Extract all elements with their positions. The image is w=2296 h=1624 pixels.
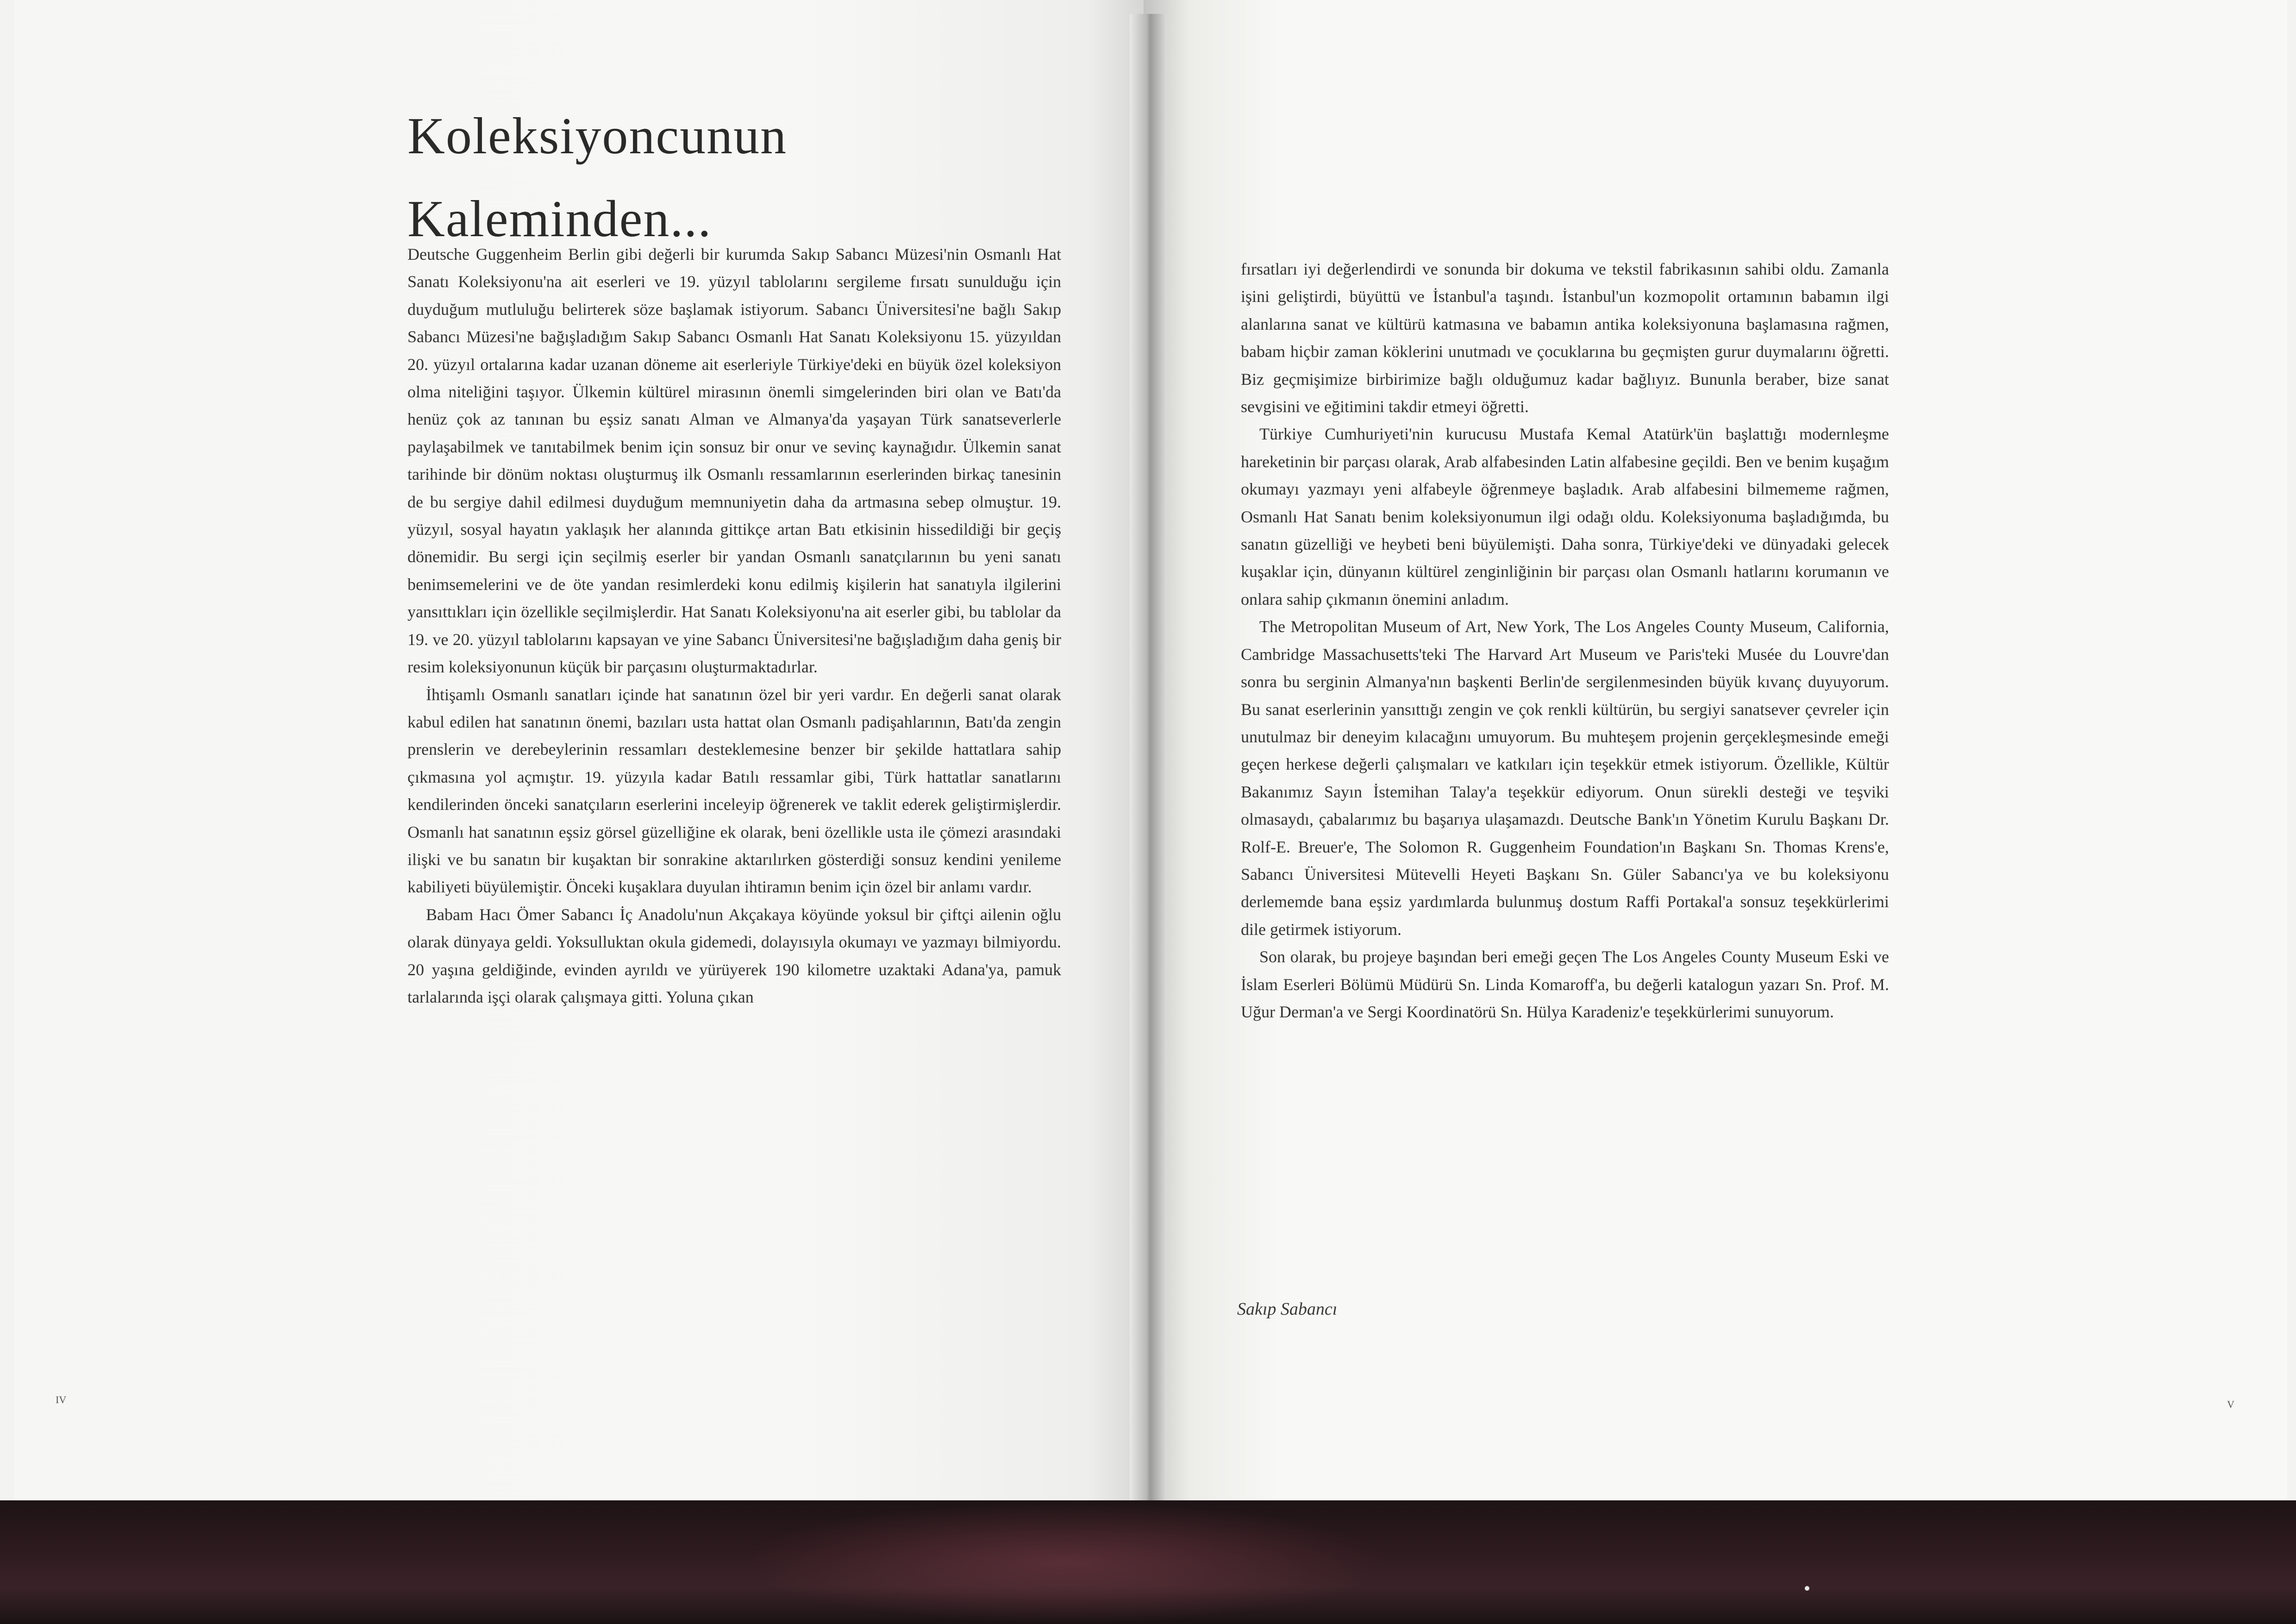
- title-line-1: Koleksiyoncunun: [407, 107, 788, 165]
- book-gutter: [1130, 14, 1167, 1500]
- page-number-left: IV: [56, 1394, 67, 1405]
- paragraph: fırsatları iyi değerlendirdi ve sonunda bir dokuma ve tekstil fabrikasının sahibi oldu. Zamanla işini geliştirdi, büyüttü ve İstanbul'a taşındı. İstanbul'un kozmopolit ortamının babamın ilgi alanlarına sanat ve kültürü katmasına ve babamın antika koleksiyonuna başlamasına rağmen, babam hiçbir zaman köklerini unutmadı ve çocuklarına bu geçmişten gurur duymalarını öğretti. Biz geçmişimize birbirimize bağlı olduğumuz kadar bağlıyız. Bununla beraber, bize sanat sevgisini ve eğitimini takdir etmeyi öğretti.: [1241, 260, 1889, 416]
- paragraph: İhtişamlı Osmanlı sanatları içinde hat sanatının özel bir yeri vardır. En değerli sanat olarak kabul edilen hat sanatının önemi, bazıları usta hattat olan Osmanlı padişahlarının, Batı'da zengin prenslerin ve derebeylerinin ressamları desteklemesine benzer bir şekilde hattatlara sahip çıkmasına yol açmıştır. 19. yüzyıla kadar Batılı ressamlar gibi, Türk hattatlar sanatlarını kendilerinden önceki sanatçıların eserlerini inceleyip öğrenerek ve taklit ederek geliştirmişlerdir. Osmanlı hat sanatının eşsiz görsel güzelliğine ek olarak, beni özellikle usta ile çömezi arasındaki ilişki ve bu sanatın bir kuşaktan bir sonrakine aktarılırken gösterdiği sonsuz kendini yenileme kabiliyeti büyülemiştir. Önceki kuşaklara duyulan ihtiramın benim için özel bir anlamı vardır.: [407, 685, 1061, 897]
- paragraph: Babam Hacı Ömer Sabancı İç Anadolu'nun Akçakaya köyünde yoksul bir çiftçi ailenin oğlu olarak dünyaya geldi. Yoksulluktan okula gidemedi, dolayısıyla okumayı ve yazmayı bilmiyordu. 20 yaşına geldiğinde, evinden ayrıldı ve yürüyerek 190 kilometre uzaktaki Adana'ya, pamuk tarlalarında işçi olarak çalışmaya gitti. Yoluna çıkan: [407, 905, 1061, 1006]
- scan-background-band: [0, 1500, 2296, 1624]
- page-title: [407, 95, 1056, 261]
- left-text-column: [407, 241, 1061, 1011]
- author-signature: Sakıp Sabancı: [1237, 1299, 1338, 1319]
- paragraph: Deutsche Guggenheim Berlin gibi değerli bir kurumda Sakıp Sabancı Müzesi'nin Osmanlı Hat Sanatı Koleksiyonu'na ait eserleri ve 19. yüzyıl tablolarını sergileme fırsatı sunulduğu için duyduğum mutluluğu belirterek söze başlamak istiyorum. Sabancı Üniversitesi'ne bağlı Sakıp Sabancı Müzesi'ne bağışladığım Sakıp Sabancı Osmanlı Hat Sanatı Koleksiyonu 15. yüzyıldan 20. yüzyıl ortalarına kadar uzanan döneme ait eserleriyle Türkiye'deki en büyük özel koleksiyon olma niteliğini taşıyor. Ülkemin kültürel mirasının önemli simgelerinden biri olan ve Batı'da henüz çok az tanınan bu eşsiz sanatı Alman ve Almanya'da yaşayan Türk sanatseverlerle paylaşabilmek ve tanıtabilmek benim için sonsuz bir onur ve sevinç kaynağıdır. Ülkemin sanat tarihinde bir dönüm noktası oluşturmuş ilk Osmanlı ressamlarının eserlerinden birkaç tanesinin de bu sergiye dahil edilmesi duyduğum memnuniyetin daha da artmasına sebep olmuştur. 19. yüzyıl, sosyal hayatın yaklaşık her alanında gittikçe artan Batı etkisinin hissedildiği bir geçiş dönemidir. Bu sergi için seçilmiş eserler bir yandan Osmanlı sanatçılarının bu yeni sanatı benimsemelerini ve de öte yandan resimlerdeki konu edilmiş kişilerin hat sanatıyla ilgilerini yansıttıkları için özellikle seçilmişlerdir. Hat Sanatı Koleksiyonu'na ait eserler gibi, bu tablolar da 19. ve 20. yüzyıl tablolarını kapsayan ve yine Sabancı Üniversitesi'ne bağışladığım daha geniş bir resim koleksiyonunun küçük bir parçasını oluşturmaktadırlar.: [407, 245, 1061, 677]
- paragraph: Türkiye Cumhuriyeti'nin kurucusu Mustafa Kemal Atatürk'ün başlattığı modernleşme hareketinin bir parçası olarak, Arab alfabesinden Latin alfabesine geçildi. Ben ve benim kuşağım okumayı yazmayı yeni alfabeyle öğrenmeye başladık. Arab alfabesini bilmememe rağmen, Osmanlı Hat Sanatı benim koleksiyonumun ilgi odağı oldu. Koleksiyonuma başladığımda, bu sanatın güzelliği ve heybeti beni büyülemişti. Daha sonra, Türkiye'deki ve dünyadaki gelecek kuşaklar için, dünyanın kültürel zenginliğinin bir parçası olan Osmanlı hatlarını korumanın ve onlara sahip çıkmanın önemini anladım.: [1241, 425, 1889, 608]
- title-line-2: Kaleminden...: [407, 190, 712, 248]
- paragraph: Son olarak, bu projeye başından beri emeği geçen The Los Angeles County Museum Eski ve İslam Eserleri Bölümü Müdürü Sn. Linda Komaroff'a, bu değerli katalogun yazarı Sn. Prof. M. Uğur Derman'a ve Sergi Koordinatörü Sn. Hülya Karadeniz'e teşekkürlerimi sunuyorum.: [1241, 947, 1889, 1021]
- right-text-column: [1241, 256, 1889, 1026]
- page-number-right: V: [2227, 1398, 2234, 1410]
- paragraph: The Metropolitan Museum of Art, New York, The Los Angeles County Museum, California, Cambridge Massachusetts'teki The Harvard Art Museum ve Paris'teki Musée du Louvre'dan sonra bu serginin Almanya'nın başkenti Berlin'de sergilenmesinden büyük kıvanç duyuyorum. Bu sanat eserlerinin yansıttığı zengin ve çok renkli kültürün, bu sergiyi sanatsever çevreler için unutulmaz bir deneyim kılacağını umuyorum. Bu muhteşem projenin gerçekleşmesinde emeği geçen herkese değerli çalışmaları ve katkıları için teşekkür etmek istiyorum. Özellikle, Kültür Bakanımız Sayın İstemihan Talay'a teşekkür ediyorum. Onun sürekli desteği ve teşviki olmasaydı, çabalarımız bu başarıya ulaşamazdı. Deutsche Bank'ın Yönetim Kurulu Başkanı Dr. Rolf-E. Breuer'e, The Solomon R. Guggenheim Foundation'ın Başkanı Sn. Thomas Krens'e, Sabancı Üniversitesi Mütevelli Heyeti Başkanı Sn. Güler Sabancı'ya ve bu koleksiyonu derlememde bana eşsiz yardımlarda bulunmuş dostum Raffi Portakal'a sonsuz teşekkürlerimi dile getirmek istiyorum.: [1241, 617, 1889, 939]
- background-haze: [741, 1500, 1389, 1624]
- dust-speck: [1805, 1586, 1809, 1591]
